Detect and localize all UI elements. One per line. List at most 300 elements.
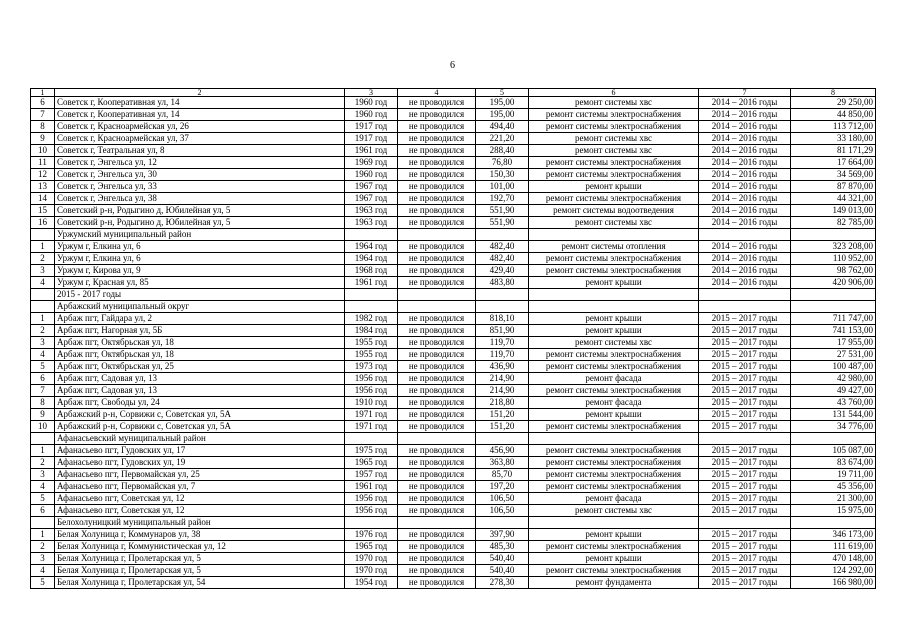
area-cell: 540,40 xyxy=(476,565,529,577)
work-type-cell: ремонт системы электроснабжения xyxy=(529,469,699,481)
row-number: 8 xyxy=(31,397,55,409)
work-type-cell: ремонт системы электроснабжения xyxy=(529,169,699,181)
work-type-cell: ремонт системы электроснабжения xyxy=(529,121,699,133)
build-year-cell: 1956 год xyxy=(345,505,398,517)
period-cell: 2014 – 2016 годы xyxy=(699,253,791,265)
address-cell: Арбаж пгт, Октябрьская ул, 25 xyxy=(55,361,345,373)
table-row xyxy=(31,133,876,145)
last-repair-cell: не проводился xyxy=(398,145,476,157)
address-cell: Уржум г, Кирова ул, 9 xyxy=(55,265,345,277)
address-cell: Арбаж пгт, Октябрьская ул, 18 xyxy=(55,349,345,361)
address-cell: Арбажский р-н, Сорвижи с, Советская ул, 5А xyxy=(55,421,345,433)
period-cell: 2014 – 2016 годы xyxy=(699,169,791,181)
cost-cell: 27 531,00 xyxy=(791,349,876,361)
empty-cell xyxy=(345,229,398,241)
area-cell: 494,40 xyxy=(476,121,529,133)
last-repair-cell: не проводился xyxy=(398,385,476,397)
area-cell: 429,40 xyxy=(476,265,529,277)
cost-cell: 21 300,00 xyxy=(791,493,876,505)
work-type-cell: ремонт фасада xyxy=(529,397,699,409)
empty-cell xyxy=(398,289,476,301)
section-header-row xyxy=(31,229,876,241)
row-number: 2 xyxy=(31,325,55,337)
empty-cell xyxy=(699,301,791,313)
area-cell: 195,00 xyxy=(476,97,529,109)
cost-cell: 82 785,00 xyxy=(791,217,876,229)
area-cell: 151,20 xyxy=(476,421,529,433)
period-cell: 2015 – 2017 годы xyxy=(699,361,791,373)
address-cell: Уржум г, Елкина ул, 6 xyxy=(55,253,345,265)
last-repair-cell: не проводился xyxy=(398,181,476,193)
work-type-cell: ремонт крыши xyxy=(529,181,699,193)
row-number: 5 xyxy=(31,493,55,505)
column-header: 5 xyxy=(476,89,529,97)
work-type-cell: ремонт системы электроснабжения xyxy=(529,157,699,169)
row-number: 6 xyxy=(31,373,55,385)
last-repair-cell: не проводился xyxy=(398,325,476,337)
build-year-cell: 1956 год xyxy=(345,493,398,505)
section-header-row xyxy=(31,517,876,529)
period-cell: 2014 – 2016 годы xyxy=(699,193,791,205)
address-cell: Афанасьево пгт, Гудовских ул, 19 xyxy=(55,457,345,469)
area-cell: 150,30 xyxy=(476,169,529,181)
address-cell: Белая Холуница г, Коммунаров ул, 38 xyxy=(55,529,345,541)
work-type-cell: ремонт системы электроснабжения xyxy=(529,481,699,493)
period-cell: 2015 – 2017 годы xyxy=(699,469,791,481)
build-year-cell: 1960 год xyxy=(345,169,398,181)
work-type-cell: ремонт крыши xyxy=(529,553,699,565)
last-repair-cell: не проводился xyxy=(398,457,476,469)
work-type-cell: ремонт системы водоотведения xyxy=(529,205,699,217)
empty-cell xyxy=(699,433,791,445)
period-cell: 2015 – 2017 годы xyxy=(699,445,791,457)
cost-cell: 15 975,00 xyxy=(791,505,876,517)
empty-cell xyxy=(398,433,476,445)
row-number: 1 xyxy=(31,241,55,253)
area-cell: 106,50 xyxy=(476,505,529,517)
last-repair-cell: не проводился xyxy=(398,337,476,349)
table-row xyxy=(31,373,876,385)
work-type-cell: ремонт крыши xyxy=(529,409,699,421)
build-year-cell: 1917 год xyxy=(345,133,398,145)
table-row xyxy=(31,385,876,397)
row-number: 7 xyxy=(31,385,55,397)
table-row xyxy=(31,241,876,253)
last-repair-cell: не проводился xyxy=(398,241,476,253)
table-row xyxy=(31,265,876,277)
area-cell: 221,20 xyxy=(476,133,529,145)
build-year-cell: 1970 год xyxy=(345,565,398,577)
row-number: 5 xyxy=(31,577,55,589)
work-type-cell: ремонт системы электроснабжения xyxy=(529,565,699,577)
work-type-cell: ремонт системы отопления xyxy=(529,241,699,253)
empty-cell xyxy=(791,289,876,301)
column-header: 3 xyxy=(345,89,398,97)
period-cell: 2014 – 2016 годы xyxy=(699,157,791,169)
period-cell: 2015 – 2017 годы xyxy=(699,385,791,397)
empty-cell xyxy=(699,289,791,301)
area-cell: 214,90 xyxy=(476,385,529,397)
work-type-cell: ремонт системы электроснабжения xyxy=(529,457,699,469)
cost-cell: 44 321,00 xyxy=(791,193,876,205)
area-cell: 101,00 xyxy=(476,181,529,193)
period-cell: 2014 – 2016 годы xyxy=(699,205,791,217)
work-type-cell: ремонт системы электроснабжения xyxy=(529,109,699,121)
cost-cell: 711 747,00 xyxy=(791,313,876,325)
table-row xyxy=(31,181,876,193)
table-row xyxy=(31,493,876,505)
address-cell: Афанасьево пгт, Советская ул, 12 xyxy=(55,493,345,505)
last-repair-cell: не проводился xyxy=(398,157,476,169)
table-row xyxy=(31,349,876,361)
table-row xyxy=(31,541,876,553)
address-cell: Арбажский р-н, Сорвижи с, Советская ул, 5А xyxy=(55,409,345,421)
period-cell: 2014 – 2016 годы xyxy=(699,97,791,109)
area-cell: 278,30 xyxy=(476,577,529,589)
area-cell: 192,70 xyxy=(476,193,529,205)
cost-cell: 45 356,00 xyxy=(791,481,876,493)
build-year-cell: 1967 год xyxy=(345,193,398,205)
address-cell: Белая Холуница г, Коммунистическая ул, 12 xyxy=(55,541,345,553)
cost-cell: 17 955,00 xyxy=(791,337,876,349)
period-cell: 2015 – 2017 годы xyxy=(699,481,791,493)
last-repair-cell: не проводился xyxy=(398,445,476,457)
area-cell: 195,00 xyxy=(476,109,529,121)
table-row xyxy=(31,337,876,349)
cost-cell: 420 906,00 xyxy=(791,277,876,289)
build-year-cell: 1963 год xyxy=(345,217,398,229)
row-number: 2 xyxy=(31,541,55,553)
section-header-row xyxy=(31,433,876,445)
cost-cell: 470 148,00 xyxy=(791,553,876,565)
table-row xyxy=(31,325,876,337)
section-header-row xyxy=(31,289,876,301)
build-year-cell: 1961 год xyxy=(345,145,398,157)
work-type-cell: ремонт системы электроснабжения xyxy=(529,265,699,277)
area-cell: 551,90 xyxy=(476,217,529,229)
address-cell: Уржум г, Красная ул, 85 xyxy=(55,277,345,289)
last-repair-cell: не проводился xyxy=(398,121,476,133)
row-number: 1 xyxy=(31,445,55,457)
last-repair-cell: не проводился xyxy=(398,565,476,577)
last-repair-cell: не проводился xyxy=(398,265,476,277)
area-cell: 482,40 xyxy=(476,241,529,253)
cost-cell: 19 711,00 xyxy=(791,469,876,481)
cost-cell: 34 776,00 xyxy=(791,421,876,433)
row-number: 3 xyxy=(31,337,55,349)
work-type-cell: ремонт системы электроснабжения xyxy=(529,193,699,205)
address-cell: Советский р-н, Родыгино д, Юбилейная ул, 5 xyxy=(55,217,345,229)
build-year-cell: 1957 год xyxy=(345,469,398,481)
build-year-cell: 1971 год xyxy=(345,409,398,421)
build-year-cell: 1961 год xyxy=(345,481,398,493)
period-cell: 2015 – 2017 годы xyxy=(699,457,791,469)
build-year-cell: 1982 год xyxy=(345,313,398,325)
table-row xyxy=(31,421,876,433)
work-type-cell: ремонт системы электроснабжения xyxy=(529,445,699,457)
empty-cell xyxy=(699,517,791,529)
cost-cell: 98 762,00 xyxy=(791,265,876,277)
work-type-cell: ремонт системы электроснабжения xyxy=(529,253,699,265)
address-cell: Советск г, Энгельса ул, 38 xyxy=(55,193,345,205)
last-repair-cell: не проводился xyxy=(398,493,476,505)
address-cell: Афанасьево пгт, Советская ул, 12 xyxy=(55,505,345,517)
period-cell: 2015 – 2017 годы xyxy=(699,553,791,565)
empty-cell xyxy=(476,229,529,241)
table-row xyxy=(31,397,876,409)
build-year-cell: 1971 год xyxy=(345,421,398,433)
work-type-cell: ремонт крыши xyxy=(529,313,699,325)
address-cell: Арбаж пгт, Октябрьская ул, 18 xyxy=(55,337,345,349)
build-year-cell: 1956 год xyxy=(345,385,398,397)
row-number: 7 xyxy=(31,109,55,121)
table-row xyxy=(31,109,876,121)
row-number: 6 xyxy=(31,505,55,517)
row-number xyxy=(31,517,55,529)
address-cell: Арбаж пгт, Гайдара ул, 2 xyxy=(55,313,345,325)
last-repair-cell: не проводился xyxy=(398,361,476,373)
build-year-cell: 1960 год xyxy=(345,97,398,109)
row-number: 15 xyxy=(31,205,55,217)
cost-cell: 741 153,00 xyxy=(791,325,876,337)
work-type-cell: ремонт системы хвс xyxy=(529,97,699,109)
work-type-cell: ремонт системы электроснабжения xyxy=(529,349,699,361)
row-number: 9 xyxy=(31,409,55,421)
section-title: Афанасьевский муниципальный район xyxy=(55,433,345,445)
period-cell: 2014 – 2016 годы xyxy=(699,277,791,289)
table-row xyxy=(31,193,876,205)
work-type-cell: ремонт системы хвс xyxy=(529,505,699,517)
table-row xyxy=(31,481,876,493)
build-year-cell: 1984 год xyxy=(345,325,398,337)
address-cell: Советск г, Красноармейская ул, 26 xyxy=(55,121,345,133)
period-cell: 2015 – 2017 годы xyxy=(699,421,791,433)
cost-cell: 42 980,00 xyxy=(791,373,876,385)
table-row xyxy=(31,445,876,457)
table-row xyxy=(31,553,876,565)
area-cell: 214,90 xyxy=(476,373,529,385)
build-year-cell: 1917 год xyxy=(345,121,398,133)
table-row xyxy=(31,529,876,541)
area-cell: 363,80 xyxy=(476,457,529,469)
cost-cell: 17 664,00 xyxy=(791,157,876,169)
row-number xyxy=(31,289,55,301)
address-cell: Советск г, Кооперативная ул, 14 xyxy=(55,109,345,121)
last-repair-cell: не проводился xyxy=(398,505,476,517)
area-cell: 288,40 xyxy=(476,145,529,157)
row-number: 14 xyxy=(31,193,55,205)
address-cell: Афанасьево пгт, Гудовских ул, 17 xyxy=(55,445,345,457)
build-year-cell: 1964 год xyxy=(345,241,398,253)
last-repair-cell: не проводился xyxy=(398,277,476,289)
last-repair-cell: не проводился xyxy=(398,109,476,121)
area-cell: 151,20 xyxy=(476,409,529,421)
empty-cell xyxy=(476,517,529,529)
period-cell: 2015 – 2017 годы xyxy=(699,349,791,361)
last-repair-cell: не проводился xyxy=(398,169,476,181)
period-cell: 2015 – 2017 годы xyxy=(699,565,791,577)
row-number: 6 xyxy=(31,97,55,109)
column-header: 1 xyxy=(31,89,55,97)
empty-cell xyxy=(791,229,876,241)
table-row xyxy=(31,577,876,589)
cost-cell: 33 180,00 xyxy=(791,133,876,145)
cost-cell: 29 250,00 xyxy=(791,97,876,109)
row-number: 16 xyxy=(31,217,55,229)
work-type-cell: ремонт фасада xyxy=(529,493,699,505)
empty-cell xyxy=(529,433,699,445)
cost-cell: 83 674,00 xyxy=(791,457,876,469)
row-number: 4 xyxy=(31,565,55,577)
build-year-cell: 1955 год xyxy=(345,337,398,349)
work-type-cell: ремонт фасада xyxy=(529,373,699,385)
build-year-cell: 1968 год xyxy=(345,265,398,277)
period-cell: 2015 – 2017 годы xyxy=(699,505,791,517)
column-header: 6 xyxy=(529,89,699,97)
address-cell: Арбаж пгт, Садовая ул, 13 xyxy=(55,385,345,397)
area-cell: 197,20 xyxy=(476,481,529,493)
cost-cell: 43 760,00 xyxy=(791,397,876,409)
cost-cell: 111 619,00 xyxy=(791,541,876,553)
last-repair-cell: не проводился xyxy=(398,313,476,325)
table-row xyxy=(31,217,876,229)
row-number: 10 xyxy=(31,145,55,157)
last-repair-cell: не проводился xyxy=(398,373,476,385)
period-cell: 2014 – 2016 годы xyxy=(699,181,791,193)
cost-cell: 110 952,00 xyxy=(791,253,876,265)
row-number xyxy=(31,301,55,313)
repair-table xyxy=(30,88,876,589)
area-cell: 482,40 xyxy=(476,253,529,265)
table-row xyxy=(31,205,876,217)
last-repair-cell: не проводился xyxy=(398,421,476,433)
last-repair-cell: не проводился xyxy=(398,133,476,145)
area-cell: 76,80 xyxy=(476,157,529,169)
build-year-cell: 1960 год xyxy=(345,109,398,121)
last-repair-cell: не проводился xyxy=(398,205,476,217)
build-year-cell: 1973 год xyxy=(345,361,398,373)
area-cell: 436,90 xyxy=(476,361,529,373)
last-repair-cell: не проводился xyxy=(398,193,476,205)
row-number: 5 xyxy=(31,361,55,373)
cost-cell: 124 292,00 xyxy=(791,565,876,577)
period-cell: 2015 – 2017 годы xyxy=(699,397,791,409)
build-year-cell: 1970 год xyxy=(345,553,398,565)
area-cell: 485,30 xyxy=(476,541,529,553)
empty-cell xyxy=(398,229,476,241)
empty-cell xyxy=(398,517,476,529)
cost-cell: 34 569,00 xyxy=(791,169,876,181)
address-cell: Белая Холуница г, Пролетарская ул, 5 xyxy=(55,553,345,565)
build-year-cell: 1969 год xyxy=(345,157,398,169)
area-cell: 119,70 xyxy=(476,337,529,349)
address-cell: Советск г, Энгельса ул, 12 xyxy=(55,157,345,169)
row-number: 13 xyxy=(31,181,55,193)
work-type-cell: ремонт системы хвс xyxy=(529,337,699,349)
last-repair-cell: не проводился xyxy=(398,553,476,565)
period-cell: 2015 – 2017 годы xyxy=(699,493,791,505)
cost-cell: 81 171,29 xyxy=(791,145,876,157)
table-row xyxy=(31,313,876,325)
area-cell: 818,10 xyxy=(476,313,529,325)
work-type-cell: ремонт системы электроснабжения xyxy=(529,361,699,373)
column-header: 4 xyxy=(398,89,476,97)
empty-cell xyxy=(345,301,398,313)
cost-cell: 166 980,00 xyxy=(791,577,876,589)
row-number: 1 xyxy=(31,313,55,325)
row-number: 4 xyxy=(31,481,55,493)
cost-cell: 44 850,00 xyxy=(791,109,876,121)
build-year-cell: 1964 год xyxy=(345,253,398,265)
empty-cell xyxy=(476,301,529,313)
empty-cell xyxy=(529,301,699,313)
empty-cell xyxy=(699,229,791,241)
last-repair-cell: не проводился xyxy=(398,577,476,589)
area-cell: 551,90 xyxy=(476,205,529,217)
work-type-cell: ремонт системы электроснабжения xyxy=(529,541,699,553)
last-repair-cell: не проводился xyxy=(398,253,476,265)
section-header-row xyxy=(31,301,876,313)
last-repair-cell: не проводился xyxy=(398,469,476,481)
build-year-cell: 1955 год xyxy=(345,349,398,361)
build-year-cell: 1954 год xyxy=(345,577,398,589)
area-cell: 218,80 xyxy=(476,397,529,409)
last-repair-cell: не проводился xyxy=(398,409,476,421)
address-cell: Советский р-н, Родыгино д, Юбилейная ул, 5 xyxy=(55,205,345,217)
build-year-cell: 1961 год xyxy=(345,277,398,289)
build-year-cell: 1963 год xyxy=(345,205,398,217)
area-cell: 119,70 xyxy=(476,349,529,361)
last-repair-cell: не проводился xyxy=(398,397,476,409)
period-cell: 2015 – 2017 годы xyxy=(699,541,791,553)
address-cell: Белая Холуница г, Пролетарская ул, 5 xyxy=(55,565,345,577)
empty-cell xyxy=(345,517,398,529)
last-repair-cell: не проводился xyxy=(398,481,476,493)
area-cell: 106,50 xyxy=(476,493,529,505)
cost-cell: 113 712,00 xyxy=(791,121,876,133)
address-cell: Советск г, Энгельса ул, 30 xyxy=(55,169,345,181)
column-header-row xyxy=(31,89,876,97)
cost-cell: 105 087,00 xyxy=(791,445,876,457)
area-cell: 540,40 xyxy=(476,553,529,565)
section-title: 2015 - 2017 годы xyxy=(55,289,345,301)
period-cell: 2014 – 2016 годы xyxy=(699,145,791,157)
cost-cell: 131 544,00 xyxy=(791,409,876,421)
empty-cell xyxy=(791,433,876,445)
work-type-cell: ремонт фундамента xyxy=(529,577,699,589)
address-cell: Уржум г, Елкина ул, 6 xyxy=(55,241,345,253)
empty-cell xyxy=(345,433,398,445)
address-cell: Советск г, Театральная ул, 8 xyxy=(55,145,345,157)
empty-cell xyxy=(529,289,699,301)
row-number: 2 xyxy=(31,253,55,265)
table-row xyxy=(31,97,876,109)
work-type-cell: ремонт крыши xyxy=(529,325,699,337)
work-type-cell: ремонт системы хвс xyxy=(529,133,699,145)
empty-cell xyxy=(791,517,876,529)
address-cell: Афанасьево пгт, Первомайская ул, 7 xyxy=(55,481,345,493)
last-repair-cell: не проводился xyxy=(398,529,476,541)
work-type-cell: ремонт системы электроснабжения xyxy=(529,421,699,433)
build-year-cell: 1956 год xyxy=(345,373,398,385)
work-type-cell: ремонт системы хвс xyxy=(529,145,699,157)
work-type-cell: ремонт системы хвс xyxy=(529,217,699,229)
last-repair-cell: не проводился xyxy=(398,541,476,553)
row-number: 11 xyxy=(31,157,55,169)
row-number: 8 xyxy=(31,121,55,133)
table-row xyxy=(31,277,876,289)
section-title: Арбажский муниципальный округ xyxy=(55,301,345,313)
